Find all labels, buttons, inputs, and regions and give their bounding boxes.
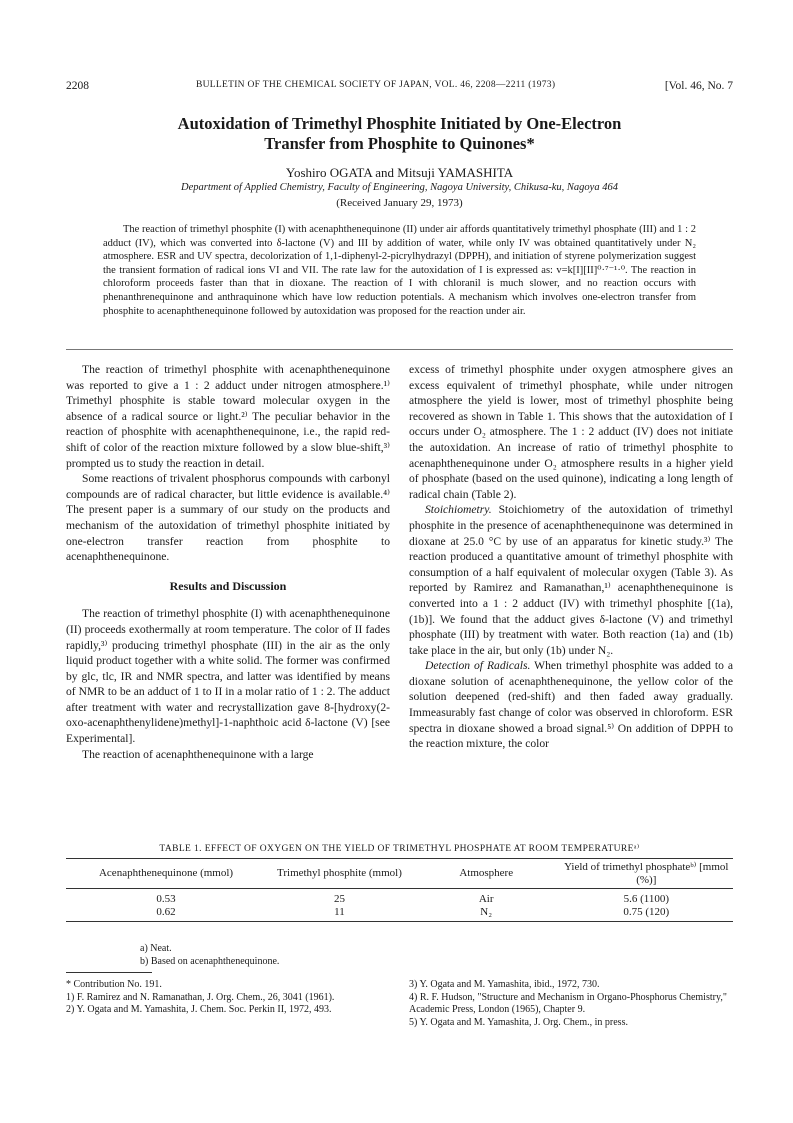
stoichiometry-text: Stoichiometry of the autoxidation of trimethyl phosphite in the presence of acenaphthenequinone was determined in dioxane at 25.0 °C by use of an apparatus for kinetic study.³⁾ The reaction produced a quantitative amount of trimethyl phosphite with consumption of a half equivalent of molecular oxygen (Table 3). As reported by Ramirez and Ramanathan,¹⁾ acenaphthenequinone is converted into a 1 : 2 adduct (IV) with trimethyl phosphite [(1a), (1b)]. We found that the adduct gives δ-lactone (V) and trimethyl phosphate (III) by treatment with water. Both reaction (1a) and (1b) take place in the air, but only (1b) under N₂. <box>409 503 733 657</box>
table-cell: N₂ <box>413 906 560 922</box>
authors: Yoshiro OGATA and Mitsuji YAMASHITA <box>285 165 514 180</box>
footnote: * Contribution No. 191. <box>66 979 162 990</box>
received-date: (Received January 29, 1973) <box>336 197 463 209</box>
results-paragraph-2: The reaction of acenaphthenequinone with a large <box>82 747 314 761</box>
left-column <box>66 362 390 762</box>
table-1-caption: TABLE 1. EFFECT OF OXYGEN ON THE YIELD OF TRIMETHYL PHOSPHATE AT ROOM TEMPERATUREᵃ⁾ <box>159 844 640 854</box>
radicals-text: When trimethyl phosphite was added to a dioxane solution of acenaphthenequinone, the yellow color of the solution deepened (red-shift) and then faded away gradually. Immeasurably fast change of color was observed in chloroform. ESR spectra in dioxane showed a broad signal.⁵⁾ On addition of DPPH to the reaction mixture, the color <box>409 659 733 751</box>
stoichiometry-paragraph <box>409 502 733 658</box>
title-line-1: Autoxidation of Trimethyl Phosphite Initiated by One-Electron <box>177 114 622 133</box>
journal-citation: BULLETIN OF THE CHEMICAL SOCIETY OF JAPAN, VOL. 46, 2208—2211 (1973) <box>196 80 556 90</box>
table-note-a: a) Neat. <box>140 943 172 954</box>
table-header-cell: Trimethyl phosphite (mmol) <box>277 867 402 880</box>
table-row <box>66 889 733 907</box>
abstract-divider <box>66 349 733 350</box>
table-cell: 25 <box>333 893 345 905</box>
page-number: 2208 <box>66 80 89 92</box>
table-header-cell: Acenaphthenequinone (mmol) <box>98 867 234 880</box>
footnotes-right <box>409 979 733 1029</box>
section-heading: Results and Discussion <box>169 578 287 593</box>
radicals-heading: Detection of Radicals. <box>425 659 531 673</box>
footnote-rule <box>66 972 152 973</box>
table-cell: 0.53 <box>156 893 176 905</box>
footnote: 4) R. F. Hudson, "Structure and Mechanism in Organo-Phosphorus Chemistry," Academic Press, London (1965), Chapter 9. <box>409 991 727 1016</box>
results-paragraph-continued: excess of trimethyl phosphite under oxygen atmosphere gives an excess equivalent of trimethyl phosphate, while under nitrogen atmosphere the yield is lower, most of trimethyl phosphite being recovered as shown in Table 1. This shows that the autoxidation of I occurs under O₂ atmosphere. The 1 : 2 adduct (IV) does not initiate the autoxidation. An increase of ratio of trimethyl phosphite to acenaphthenequinone under O₂ atmosphere results in a higher yield of phosphate (based on the used quinone), indicating a long length of radical chain (Table 2). <box>409 363 733 501</box>
radicals-paragraph <box>409 658 733 752</box>
table-header-row <box>66 859 733 889</box>
table-cell: Air <box>478 893 494 905</box>
volume-issue: [Vol. 46, No. 7 <box>664 80 733 92</box>
table-cell: 5.6 (1100) <box>623 893 669 905</box>
footnote: 2) Y. Ogata and M. Yamashita, J. Chem. Soc. Perkin II, 1972, 493. <box>66 1004 332 1016</box>
table-cell: 0.62 <box>66 906 266 922</box>
stoichiometry-heading: Stoichiometry. <box>425 503 492 517</box>
footnote: 5) Y. Ogata and M. Yamashita, J. Org. Chem., in press. <box>409 1016 628 1028</box>
affiliation: Department of Applied Chemistry, Faculty of Engineering, Nagoya University, Chikusa-ku, Nagoya 464 <box>181 182 618 193</box>
footnotes-left <box>66 979 390 1017</box>
right-column <box>409 362 733 752</box>
table-header-cell: Yield of trimethyl phosphateᵇ⁾ [mmol (%)] <box>564 861 729 886</box>
footnote: 3) Y. Ogata and M. Yamashita, ibid., 1972, 730. <box>409 979 600 990</box>
abstract <box>103 223 696 318</box>
title-line-2: Transfer from Phosphite to Quinones* <box>264 134 535 153</box>
table-row <box>66 906 733 922</box>
intro-paragraph-1: The reaction of trimethyl phosphite with acenaphthenequinone was reported to give a 1 : 2 adduct under nitrogen atmosphere.¹⁾ Trimethyl phosphite is stable toward molecular oxygen in the absence of a radical source or light.²⁾ The peculiar behavior in the reaction of phosphite with acenaphthenequinone, i.e., the rapid red-shift of color of the reaction mixture followed by a slow blue-shift,³⁾ prompted us to study the reaction in detail. <box>66 363 390 470</box>
table-1-notes <box>140 942 279 968</box>
footnote: 1) F. Ramirez and N. Ramanathan, J. Org. Chem., 26, 3041 (1961). <box>66 991 335 1003</box>
table-cell: 0.75 (120) <box>560 906 733 922</box>
table-note-b: b) Based on acenaphthenequinone. <box>140 956 280 967</box>
results-paragraph-1: The reaction of trimethyl phosphite (I) with acenaphthenequinone (II) proceeds exothermally at room temperature. The color of II fades rapidly,³⁾ producing trimethyl phosphate (III) in the air as the only liquid product together with a white solid. The former was confirmed by glc, tlc, IR and NMR spectra, and latter was identified by means of NMR to be an adduct of 1 to II in a molar ratio of 1 : 2. The adduct after treatment with water and recrystallization gave 8-[hydroxy(2-oxo-acenaphthenylidene)methyl]-1-naphthoic acid δ-lactone (V) [see Experimental]. <box>66 607 390 746</box>
table-1 <box>66 858 733 922</box>
abstract-text: The reaction of trimethyl phosphite (I) with acenaphthenequinone (II) under air affords quantitatively trimethyl phosphate (III) and 1 : 2 adduct (IV), which was converted into δ-lactone (V) and III by addition of water, while only IV was obtained quantitatively under N₂ atmosphere. ESR and UV spectra, decolorization of 1,1-diphenyl-2-picrylhydrazyl (DPPH), and initiation of styrene polymerization suggest the transient formation of radical ions VI and VII. The rate law for the autoxidation of I is expressed as: v=k[I][II]⁰·⁷⁻¹·⁰. The reaction in chloroform proceeds faster than that in dioxane. The reaction of I with chloranil is much slower, and no reaction occurs with phenanthrenequinone and anthraquinone which have low reduction potentials. A mechanism which involves one-electron transfer from phosphite to acenaphthenequinone followed by autoxidation was proposed for the reaction under air. <box>103 224 696 317</box>
table-header-cell: Atmosphere <box>459 867 514 880</box>
paper-title <box>66 114 733 154</box>
running-header <box>66 80 733 96</box>
intro-paragraph-2: Some reactions of trivalent phosphorus compounds with carbonyl compounds are of radical character, but little evidence is available.⁴⁾ The present paper is a summary of our study on the products and mechanism of the autoxidation of trimethyl phosphite initiated by one-electron transfer reaction from phosphite to acenaphthenequinone. <box>66 472 390 564</box>
table-cell: 11 <box>266 906 413 922</box>
